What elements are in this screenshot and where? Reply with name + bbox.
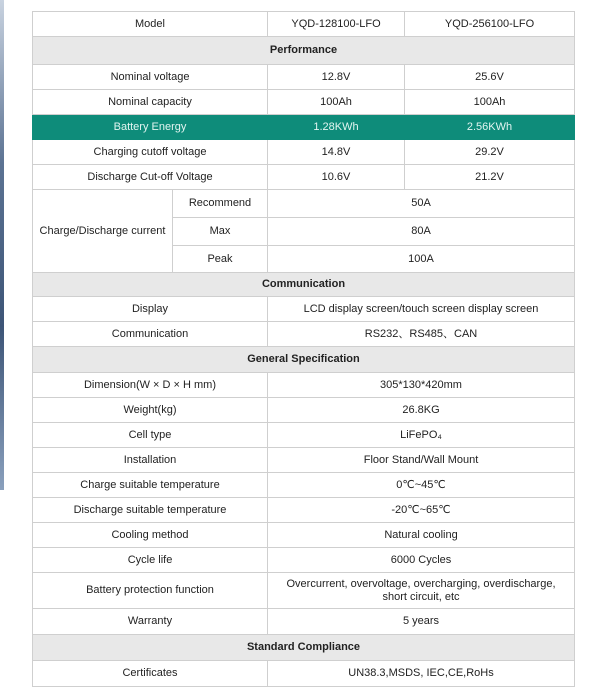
table-row: Discharge Cut-off Voltage 10.6V 21.2V: [33, 165, 575, 190]
current-row-max: Max 80A: [33, 218, 575, 246]
table-row: Battery protection function Overcurrent, overvoltage, overcharging, overdischarge, short circuit, etc: [33, 573, 575, 609]
section-compliance: Standard Compliance: [33, 635, 575, 661]
table-row: Installation Floor Stand/Wall Mount: [33, 448, 575, 473]
left-edge-strip: [0, 0, 4, 490]
spec-table: [32, 11, 575, 687]
model-a: YQD-128100-LFO: [268, 12, 405, 37]
current-label: Charge/Discharge current: [33, 190, 173, 273]
table-row: Weight(kg) 26.8KG: [33, 398, 575, 423]
table-row: Cell type LiFePO₄: [33, 423, 575, 448]
table-row: Charge suitable temperature 0℃~45℃: [33, 473, 575, 498]
table-row: Warranty 5 years: [33, 609, 575, 635]
current-row-recommend: Charge/Discharge current Recommend 50A: [33, 190, 575, 218]
model-label: Model: [33, 12, 268, 37]
table-row: Display LCD display screen/touch screen display screen: [33, 297, 575, 322]
section-communication: Communication: [33, 273, 575, 297]
current-row-peak: Peak 100A: [33, 246, 575, 273]
table-row: Certificates UN38.3,MSDS, IEC,CE,RoHs: [33, 661, 575, 687]
section-performance: Performance: [33, 37, 575, 65]
table-row: Dimension(W × D × H mm) 305*130*420mm: [33, 373, 575, 398]
table-row: Nominal capacity 100Ah 100Ah: [33, 90, 575, 115]
model-header-row: [33, 12, 575, 37]
table-row: Charging cutoff voltage 14.8V 29.2V: [33, 140, 575, 165]
model-b: YQD-256100-LFO: [405, 12, 575, 37]
table-row: Cycle life 6000 Cycles: [33, 548, 575, 573]
battery-energy-row: Battery Energy 1.28KWh 2.56KWh: [33, 115, 575, 140]
table-row: Communication RS232、RS485、CAN: [33, 322, 575, 347]
table-row: Discharge suitable temperature -20℃~65℃: [33, 498, 575, 523]
section-general: General Specification: [33, 347, 575, 373]
table-row: Cooling method Natural cooling: [33, 523, 575, 548]
table-row: Nominal voltage 12.8V 25.6V: [33, 65, 575, 90]
